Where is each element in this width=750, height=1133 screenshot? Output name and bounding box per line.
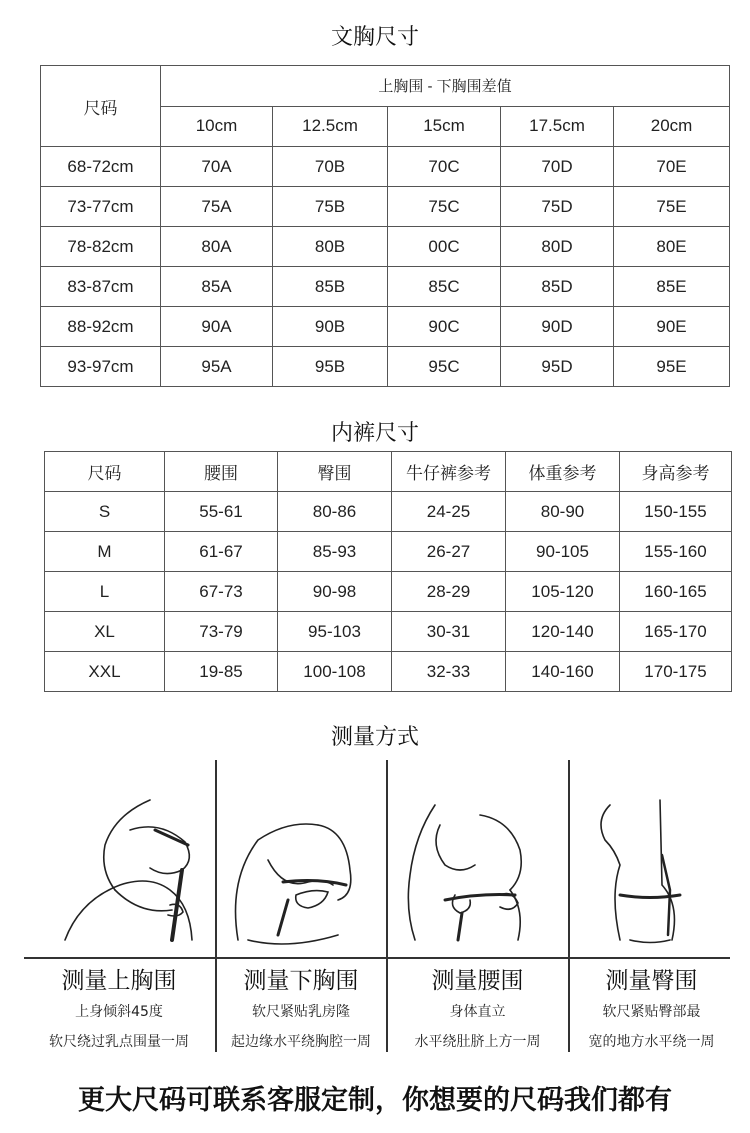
panty-size-cell: 80-86	[278, 492, 392, 532]
bra-size-row	[41, 227, 730, 267]
diff-cell: 15cm	[388, 106, 501, 147]
bra-size-cell: 70C	[388, 147, 501, 187]
measure-desc-waist	[387, 997, 568, 1057]
panty-size-cell: 90-105	[506, 532, 620, 572]
underbust-range-cell: 83-87cm	[41, 267, 161, 307]
panty-header-cell: 身高参考	[620, 452, 732, 492]
panty-table-body	[45, 492, 732, 692]
underbust-range-cell: 93-97cm	[41, 347, 161, 387]
panty-size-cell: 160-165	[620, 572, 732, 612]
bra-size-cell: 75A	[161, 187, 273, 227]
bra-size-cell: 90A	[161, 307, 273, 347]
desc-line: 宽的地方水平绕一周	[588, 1034, 715, 1050]
underbust-range-cell: 88-92cm	[41, 307, 161, 347]
bra-size-cell: 70E	[614, 147, 730, 187]
separator-line	[24, 957, 730, 959]
panty-size-cell: S	[45, 492, 165, 532]
panty-size-row	[45, 612, 732, 652]
panty-size-table	[44, 451, 732, 692]
panty-size-row	[45, 532, 732, 572]
panty-header-row	[45, 452, 732, 492]
under-bust-figure-icon	[228, 800, 378, 950]
bra-size-cell: 95C	[388, 347, 501, 387]
bra-size-cell: 70A	[161, 147, 273, 187]
panty-header-cell: 臀围	[278, 452, 392, 492]
custom-size-footer: 更大尺码可联系客服定制，你想要的尺码我们都有	[78, 1085, 672, 1116]
panty-size-cell: 155-160	[620, 532, 732, 572]
bra-size-row	[41, 147, 730, 187]
panty-size-row	[45, 492, 732, 532]
desc-line: 软尺绕过乳点围量一周	[49, 1034, 189, 1050]
panty-size-cell: 24-25	[392, 492, 506, 532]
bra-size-cell: 85C	[388, 267, 501, 307]
measure-desc-hip	[569, 997, 734, 1057]
panty-size-cell: 73-79	[165, 612, 278, 652]
bra-size-cell: 00C	[388, 227, 501, 267]
measure-title-hip: 测量臀围	[605, 968, 698, 994]
diff-cell: 10cm	[161, 106, 273, 147]
panty-size-cell: 28-29	[392, 572, 506, 612]
panty-size-cell: 100-108	[278, 652, 392, 692]
panty-size-cell: XXL	[45, 652, 165, 692]
desc-line: 软尺紧贴乳房隆	[252, 1004, 350, 1020]
panty-size-row	[45, 572, 732, 612]
panty-size-cell: 90-98	[278, 572, 392, 612]
panty-size-cell: 19-85	[165, 652, 278, 692]
panty-size-cell: 105-120	[506, 572, 620, 612]
bra-size-cell: 85A	[161, 267, 273, 307]
panty-size-cell: 150-155	[620, 492, 732, 532]
measure-desc-under-bust	[216, 997, 386, 1057]
bra-size-row	[41, 187, 730, 227]
underbust-range-cell: 78-82cm	[41, 227, 161, 267]
bra-size-cell: 95E	[614, 347, 730, 387]
bra-diff-header: 上胸围 - 下胸围差值	[161, 66, 730, 107]
desc-line: 身体直立	[449, 1004, 506, 1020]
panty-size-cell: 30-31	[392, 612, 506, 652]
measure-title-waist: 测量腰围	[431, 968, 524, 994]
panty-size-title: 内裤尺寸	[330, 421, 419, 446]
bra-size-cell: 75D	[501, 187, 614, 227]
hip-figure-icon	[590, 795, 730, 950]
measure-title-under-bust: 测量下胸围	[243, 968, 359, 994]
bra-size-cell: 80B	[273, 227, 388, 267]
panty-header-cell: 体重参考	[506, 452, 620, 492]
desc-line: 上身倾斜45度	[75, 1004, 163, 1020]
bra-size-cell: 90B	[273, 307, 388, 347]
diff-cell: 20cm	[614, 106, 730, 147]
underbust-range-cell: 73-77cm	[41, 187, 161, 227]
measure-title-upper-bust: 测量上胸围	[61, 968, 177, 994]
panty-size-cell: 26-27	[392, 532, 506, 572]
panty-size-cell: 55-61	[165, 492, 278, 532]
panty-size-cell: 165-170	[620, 612, 732, 652]
bra-size-cell: 80A	[161, 227, 273, 267]
panty-header-cell: 腰围	[165, 452, 278, 492]
bra-size-cell: 85E	[614, 267, 730, 307]
underbust-range-cell: 68-72cm	[41, 147, 161, 187]
desc-line: 软尺紧贴臀部最	[602, 1004, 701, 1020]
bra-table-body	[41, 147, 730, 387]
bra-size-cell: 90C	[388, 307, 501, 347]
panty-size-cell: 85-93	[278, 532, 392, 572]
panty-size-cell: XL	[45, 612, 165, 652]
panty-size-cell: L	[45, 572, 165, 612]
diff-cell: 12.5cm	[273, 106, 388, 147]
bra-size-cell: 90D	[501, 307, 614, 347]
panty-size-cell: 80-90	[506, 492, 620, 532]
bra-size-cell: 75C	[388, 187, 501, 227]
bra-size-header: 尺码	[41, 66, 161, 147]
panty-size-cell: 170-175	[620, 652, 732, 692]
bra-size-cell: 75E	[614, 187, 730, 227]
desc-line: 起边缘水平绕胸腔一周	[231, 1034, 371, 1050]
bra-size-row	[41, 347, 730, 387]
panty-size-cell: 95-103	[278, 612, 392, 652]
panty-size-cell: 61-67	[165, 532, 278, 572]
panty-size-row	[45, 652, 732, 692]
panty-size-cell: 67-73	[165, 572, 278, 612]
measure-desc-upper-bust	[24, 997, 214, 1057]
measure-title: 测量方式	[330, 725, 419, 750]
bra-size-cell: 70D	[501, 147, 614, 187]
bra-size-row	[41, 267, 730, 307]
panty-size-cell: 140-160	[506, 652, 620, 692]
diff-cell: 17.5cm	[501, 106, 614, 147]
bra-size-cell: 85B	[273, 267, 388, 307]
waist-figure-icon	[400, 795, 555, 950]
bra-size-cell: 95B	[273, 347, 388, 387]
bra-size-cell: 75B	[273, 187, 388, 227]
bra-size-cell: 85D	[501, 267, 614, 307]
bra-size-cell: 95D	[501, 347, 614, 387]
bra-size-table	[40, 65, 730, 387]
bra-size-cell: 80E	[614, 227, 730, 267]
bra-size-row	[41, 307, 730, 347]
bra-size-cell: 70B	[273, 147, 388, 187]
bra-size-cell: 95A	[161, 347, 273, 387]
panty-size-cell: 120-140	[506, 612, 620, 652]
bra-size-title: 文胸尺寸	[330, 25, 419, 50]
desc-line: 水平绕肚脐上方一周	[414, 1034, 541, 1050]
panty-size-cell: 32-33	[392, 652, 506, 692]
bra-size-cell: 90E	[614, 307, 730, 347]
panty-header-cell: 尺码	[45, 452, 165, 492]
upper-bust-figure-icon	[60, 790, 205, 950]
bra-size-cell: 80D	[501, 227, 614, 267]
panty-header-cell: 牛仔裤参考	[392, 452, 506, 492]
panty-size-cell: M	[45, 532, 165, 572]
